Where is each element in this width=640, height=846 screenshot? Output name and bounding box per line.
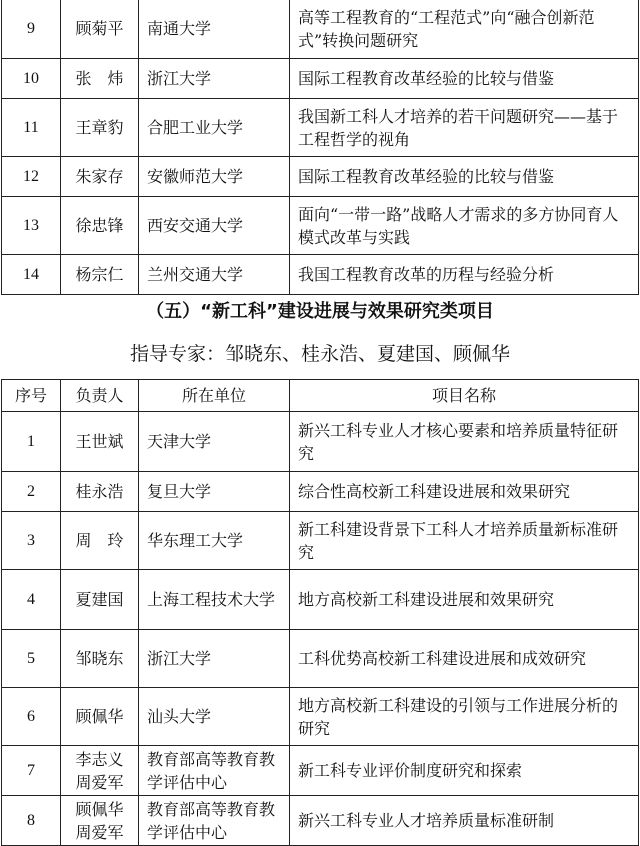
cell-person: 夏建国 [61,570,139,630]
cell-person: 杨宗仁 [61,255,139,295]
cell-unit: 教育部高等教育教学评估中心 [139,796,290,846]
cell-person: 邹晓东 [61,630,139,688]
cell-title: 地方高校新工科建设进展和效果研究 [290,570,639,630]
cell-no: 2 [2,472,61,512]
cell-no: 14 [2,255,61,295]
header-person: 负责人 [61,380,139,412]
table-row [2,0,639,59]
cell-person: 桂永浩 [61,472,139,512]
guiding-experts: 指导专家：邹晓东、桂永浩、夏建国、顾佩华 [129,343,510,365]
cell-person: 顾菊平 [61,0,139,59]
cell-title: 工科优势高校新工科建设进展和成效研究 [290,630,639,688]
cell-title: 面向“一带一路”战略人才需求的多方协同育人模式改革与实践 [290,197,639,255]
cell-line: 李志义 [75,749,124,769]
cell-person: 徐忠锋 [61,197,139,255]
cell-unit: 南通大学 [139,0,290,59]
cell-title: 新工科建设背景下工科人才培养质量新标准研究 [290,512,639,570]
cell-line: 周爱军 [75,772,124,792]
table-header-row [2,380,639,412]
cell-title: 我国新工科人才培养的若干问题研究——基于工程哲学的视角 [290,99,639,157]
cell-no: 6 [2,688,61,746]
cell-person: 王世斌 [61,412,139,472]
cell-title: 地方高校新工科建设的引领与工作进展分析的研究 [290,688,639,746]
cell-unit: 上海工程技术大学 [139,570,290,630]
cell-person: 朱家存 [61,157,139,197]
cell-unit: 华东理工大学 [139,512,290,570]
cell-title: 国际工程教育改革经验的比较与借鉴 [290,157,639,197]
cell-unit: 汕头大学 [139,688,290,746]
cell-title: 新兴工科专业人才培养质量标准研制 [290,796,639,846]
table-row [2,630,639,688]
cell-title: 综合性高校新工科建设进展和效果研究 [290,472,639,512]
table-row [2,746,639,796]
cell-no: 7 [2,746,61,796]
cell-unit: 西安交通大学 [139,197,290,255]
cell-unit: 教育部高等教育教学评估中心 [139,746,290,796]
cell-no: 11 [2,99,61,157]
cell-person [61,796,139,846]
table-row [2,412,639,472]
cell-no: 3 [2,512,61,570]
cell-unit: 天津大学 [139,412,290,472]
cell-person: 周 玲 [61,512,139,570]
cell-title: 新工科专业评价制度研究和探索 [290,746,639,796]
projects-table-section-five [1,379,639,846]
cell-title: 高等工程教育的“工程范式”向“融合创新范式”转换问题研究 [290,0,639,59]
cell-person: 张 炜 [61,59,139,99]
cell-no: 10 [2,59,61,99]
table-row [2,472,639,512]
table-row [2,512,639,570]
cell-unit: 合肥工业大学 [139,99,290,157]
cell-no: 4 [2,570,61,630]
cell-unit: 安徽师范大学 [139,157,290,197]
header-title: 项目名称 [290,380,639,412]
cell-unit: 复旦大学 [139,472,290,512]
cell-line: 顾佩华 [75,799,124,819]
section-heading: （五）“新工科”建设进展与效果研究类项目 [146,301,494,322]
table-row [2,197,639,255]
table-row [2,255,639,295]
table-row [2,59,639,99]
cell-no: 8 [2,796,61,846]
table-row [2,688,639,746]
cell-no: 12 [2,157,61,197]
header-unit: 所在单位 [139,380,290,412]
cell-unit: 兰州交通大学 [139,255,290,295]
table-row [2,796,639,846]
table-row [2,570,639,630]
table-row [2,99,639,157]
cell-title: 我国工程教育改革的历程与经验分析 [290,255,639,295]
cell-person [61,746,139,796]
cell-title: 国际工程教育改革经验的比较与借鉴 [290,59,639,99]
cell-no: 9 [2,0,61,59]
cell-unit: 浙江大学 [139,630,290,688]
cell-unit: 浙江大学 [139,59,290,99]
cell-title: 新兴工科专业人才核心要素和培养质量特征研究 [290,412,639,472]
header-no: 序号 [2,380,61,412]
cell-line: 周爱军 [75,822,124,842]
cell-person: 顾佩华 [61,688,139,746]
cell-no: 1 [2,412,61,472]
projects-table-continued [1,0,639,295]
cell-person: 王章豹 [61,99,139,157]
cell-no: 5 [2,630,61,688]
table-row [2,157,639,197]
cell-no: 13 [2,197,61,255]
